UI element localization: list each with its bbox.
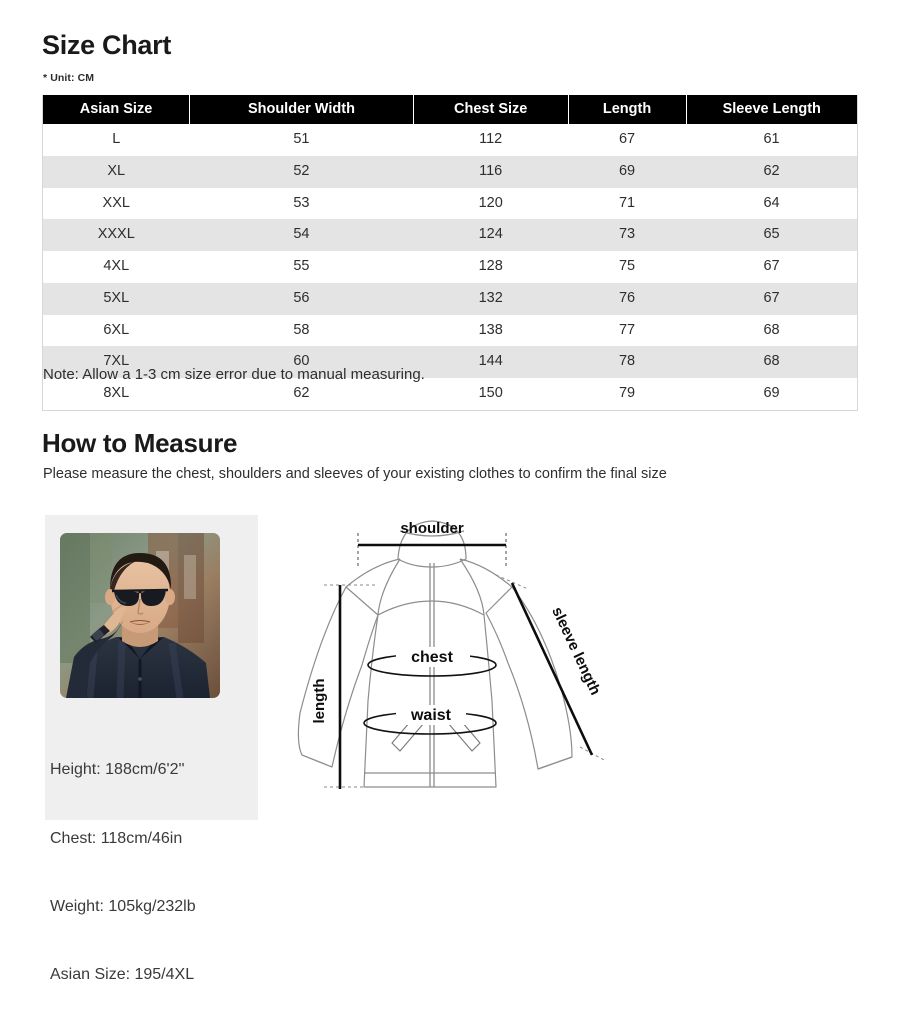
column-header-sleeve-length: Sleeve Length — [686, 95, 857, 124]
how-to-measure-title: How to Measure — [42, 428, 238, 458]
cell-chest: 112 — [479, 131, 503, 148]
cell-chest: 138 — [478, 321, 503, 338]
diagram-label-chest: chest — [411, 649, 453, 666]
cell-shoulder: 55 — [293, 258, 310, 275]
diagram-label-length: length — [311, 678, 328, 724]
diagram-label-waist: waist — [410, 707, 452, 724]
cell-shoulder: 54 — [293, 226, 310, 243]
cell-size: 5XL — [103, 289, 130, 306]
model-height: Height: 188cm/6'2'' — [50, 761, 185, 779]
cell-shoulder: 52 — [293, 162, 310, 179]
cell-shoulder: 56 — [293, 289, 310, 306]
unit-note: * Unit: CM — [43, 72, 95, 84]
cell-sleeve: 68 — [763, 321, 780, 338]
cell-length: 78 — [618, 353, 636, 370]
cell-sleeve: 64 — [763, 194, 780, 211]
cell-size: 8XL — [103, 385, 130, 402]
table-row — [43, 219, 857, 251]
cell-sleeve: 68 — [763, 353, 780, 370]
cell-size: XXXL — [97, 226, 135, 243]
cell-sleeve: 62 — [763, 162, 780, 179]
table-row — [43, 251, 857, 283]
cell-sleeve: 65 — [763, 226, 780, 243]
cell-shoulder: 58 — [293, 321, 310, 338]
cell-chest: 120 — [478, 194, 503, 211]
cell-chest: 144 — [478, 353, 503, 370]
cell-shoulder: 62 — [293, 385, 310, 402]
cell-size: 7XL — [103, 353, 130, 370]
model-weight: Weight: 105kg/232lb — [50, 897, 196, 915]
column-header-length: Length — [568, 95, 686, 124]
column-header-chest-size: Chest Size — [413, 95, 568, 124]
cell-size: 6XL — [103, 321, 130, 338]
cell-size: 4XL — [103, 258, 130, 275]
cell-chest: 132 — [478, 289, 503, 306]
cell-chest: 124 — [478, 226, 503, 243]
cell-shoulder: 60 — [293, 353, 310, 370]
diagram-label-shoulder: shoulder — [400, 520, 464, 537]
table-row — [43, 283, 857, 315]
cell-length: 73 — [618, 226, 636, 243]
table-header-row — [43, 95, 857, 124]
cell-length: 67 — [618, 131, 636, 148]
diagram-label-sleeve-length: sleeve length — [548, 604, 604, 698]
cell-sleeve: 67 — [763, 289, 780, 306]
cell-length: 71 — [618, 194, 636, 211]
model-chest: Chest: 118cm/46in — [50, 829, 183, 847]
cell-chest: 128 — [478, 258, 503, 275]
model-asian-size: Asian Size: 195/4XL — [50, 965, 195, 983]
measuring-note: Note: Allow a 1-3 cm size error due to manual measuring. — [43, 366, 425, 383]
table-row — [43, 188, 857, 220]
cell-sleeve: 69 — [763, 385, 780, 402]
cell-chest: 150 — [478, 385, 503, 402]
size-table-container — [42, 95, 858, 411]
cell-length: 77 — [618, 321, 636, 338]
column-header-asian-size: Asian Size — [43, 95, 190, 124]
page-title: Size Chart — [42, 30, 172, 60]
cell-size: XL — [107, 162, 126, 179]
cell-size: L — [112, 131, 121, 148]
table-row — [43, 315, 857, 347]
jacket-measurement-diagram — [280, 505, 660, 825]
cell-shoulder: 53 — [293, 194, 310, 211]
cell-length: 75 — [618, 258, 636, 275]
cell-size: XXL — [102, 194, 130, 211]
cell-shoulder: 51 — [293, 131, 310, 148]
cell-length: 76 — [618, 289, 636, 306]
how-to-measure-subtitle: Please measure the chest, shoulders and sleeves of your existing clothes to confirm the final size — [43, 466, 667, 482]
cell-sleeve: 67 — [763, 258, 780, 275]
column-header-shoulder-width: Shoulder Width — [190, 95, 414, 124]
table-row — [43, 156, 857, 188]
size-table — [43, 95, 857, 410]
table-row — [43, 124, 857, 156]
model-photo — [60, 533, 220, 698]
model-measurements — [50, 714, 196, 1032]
cell-chest: 116 — [479, 162, 503, 179]
cell-length: 79 — [618, 385, 636, 402]
cell-length: 69 — [618, 162, 636, 179]
cell-sleeve: 61 — [763, 131, 780, 148]
